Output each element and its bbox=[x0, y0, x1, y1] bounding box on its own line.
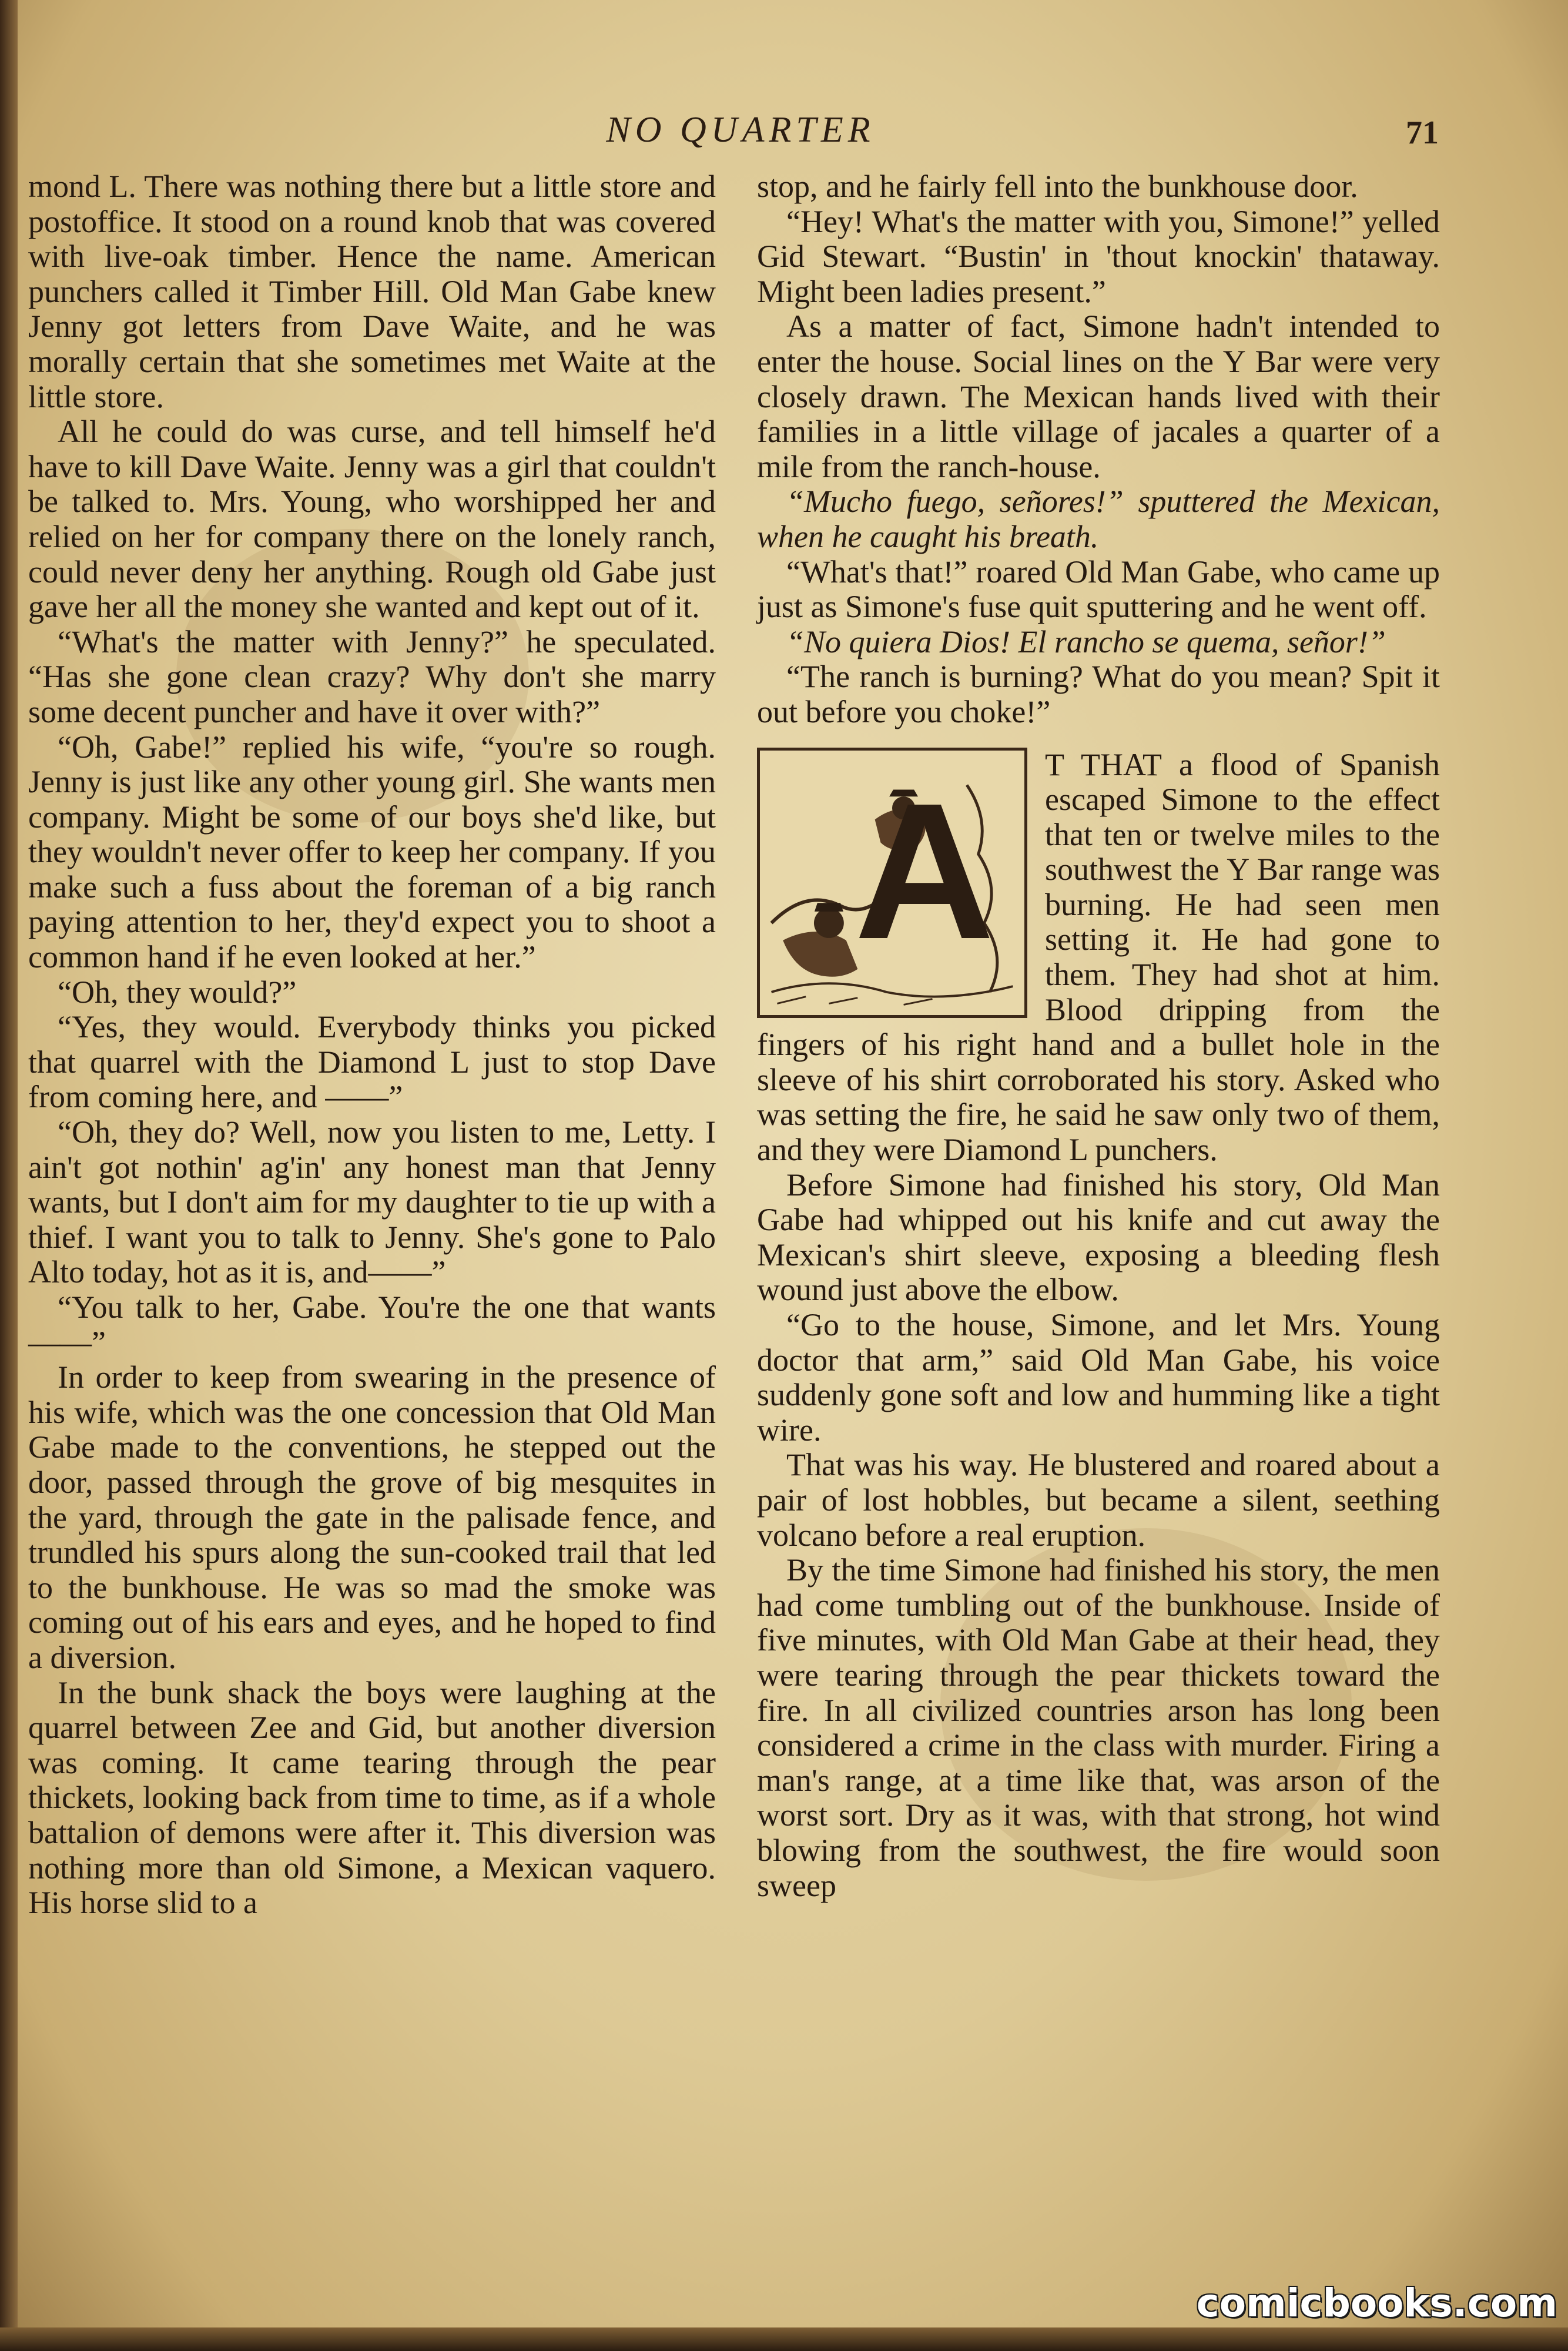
section-opening bbox=[757, 748, 1440, 1168]
paragraph: “Go to the house, Simone, and let Mrs. Young doctor that arm,” said Old Man Gabe, his voice suddenly gone soft and low and humming like a tight wire. bbox=[757, 1307, 1440, 1448]
paragraph: “No quiera Dios! El rancho se quema, señor!” bbox=[786, 624, 1386, 659]
paragraph: All he could do was curse, and tell himself he'd have to kill Dave Waite. Jenny was a girl that couldn't be talked to. Mrs. Young, who worshipped her and relied on her for company there on the lonely ranch, could never deny her anything. Rough old Gabe just gave her all the money she wanted and kept out of it. bbox=[28, 414, 716, 625]
paragraph: Before Simone had finished his story, Old Man Gabe had whipped out his knife and cut away the Mexican's shirt sleeve, exposing a bleeding flesh wound just above the elbow. bbox=[757, 1167, 1440, 1308]
page-number: 71 bbox=[1406, 115, 1439, 151]
paragraph: “Oh, they do? Well, now you listen to me, Letty. I ain't got nothin' ag'in' any honest man that Jenny wants, but I don't aim for my daughter to tie up with a thief. I want you to talk to Jenny. She's gone to Palo Alto today, hot as it is, and——” bbox=[28, 1114, 716, 1290]
paragraph: By the time Simone had finished his story, the men had come tumbling out of the bunkhouse. Inside of five minutes, with Old Man Gabe at their head, they were tearing through the pear thickets toward the fire. In all civilized countries arson has long been considered a crime in the class with murder. Firing a man's range, at a time like that, was arson of the worst sort. Dry as it was, with that strong, hot wind blowing from the southwest, the fire would soon sweep bbox=[757, 1552, 1440, 1903]
page-edge-left bbox=[0, 0, 18, 2351]
paragraph: “You talk to her, Gabe. You're the one that wants——” bbox=[28, 1290, 716, 1360]
page-edge-bottom bbox=[0, 2327, 1568, 2351]
paragraph: stop, and he fairly fell into the bunkhouse door. bbox=[757, 169, 1358, 204]
paragraph: “What's that!” roared Old Man Gabe, who came up just as Simone's fuse quit sputtering and he went off. bbox=[757, 554, 1440, 625]
illustrated-dropcap bbox=[757, 748, 1027, 1018]
paragraph: “What's the matter with Jenny?” he speculated. “Has she gone clean crazy? Why don't she marry some decent puncher and have it over with?” bbox=[28, 624, 716, 729]
paragraph: In the bunk shack the boys were laughing at the quarrel between Zee and Gid, but another diversion was coming. It came tearing through the pear thickets, looking back from time to time, as if a whole battalion of demons were after it. This diversion was nothing more than old Simone, a Mexican vaquero. His horse slid to a bbox=[28, 1674, 716, 1921]
paragraph: “The ranch is burning? What do you mean? Spit it out before you choke!” bbox=[757, 659, 1440, 729]
running-title: NO QUARTER bbox=[606, 110, 875, 150]
paragraph: T THAT a flood of Spanish escaped Simone to the effect that ten or twelve miles to the southwest the Y Bar range was burning. He had seen men setting it. He had gone to them. They had shot at him. Blood dripping from the fingers of his right hand and a bullet hole in the sleeve of his shirt corroborated his story. Asked who was setting the fire, he said he saw only two of them, and they were Diamond L punchers. bbox=[757, 746, 1440, 1168]
paragraph: “Hey! What's the matter with you, Simone!” yelled Gid Stewart. “Bustin' in 'thout knockin' thataway. Might been ladies present.” bbox=[757, 203, 1440, 309]
paragraph: “Oh, they would?” bbox=[58, 974, 297, 1010]
paragraph: “Yes, they would. Everybody thinks you picked that quarrel with the Diamond L just to stop Dave from coming here, and ——” bbox=[28, 1009, 716, 1115]
site-watermark: comicbooks.com bbox=[1196, 2280, 1557, 2326]
paragraph: As a matter of fact, Simone hadn't intended to enter the house. Social lines on the Y Bar were very closely drawn. The Mexican hands lived with their families in a little village of jacales a quarter of a mile from the ranch-house. bbox=[757, 309, 1440, 484]
paragraph: “Oh, Gabe!” replied his wife, “you're so rough. Jenny is just like any other young girl. She wants men company. Might be some of our boys she'd like, but they wouldn't never offer to keep her company. If you make such a fuss about the foreman of a big ranch paying attention to her, they'd expect you to shoot a common hand if he even looked at her.” bbox=[28, 729, 716, 975]
right-column bbox=[757, 169, 1440, 1903]
dropcap-letter: A bbox=[854, 762, 995, 979]
running-header bbox=[0, 109, 1568, 156]
paragraph: In order to keep from swearing in the presence of his wife, which was the one concession that Old Man Gabe made to the conventions, he stepped out the door, passed through the grove of big mesquites in the yard, through the gate in the palisade fence, and trundled his spurs along the sun-cooked trail that led to the bunkhouse. He was so mad the smoke was coming out of his ears and eyes, and he hoped to find a diversion. bbox=[28, 1359, 716, 1675]
paragraph: “Mucho fuego, señores!” sputtered the Mexican, when he caught his breath. bbox=[757, 484, 1440, 554]
paragraph: That was his way. He blustered and roared about a pair of lost hobbles, but became a silent, seething volcano before a real eruption. bbox=[757, 1447, 1440, 1553]
left-column bbox=[28, 169, 716, 1921]
paragraph: mond L. There was nothing there but a little store and postoffice. It stood on a round knob that was covered with live-oak timber. Hence the name. American punchers called it Timber Hill. Old Man Gabe knew Jenny got letters from Dave Waite, and he was morally certain that she sometimes met Waite at the little store. bbox=[28, 169, 716, 414]
